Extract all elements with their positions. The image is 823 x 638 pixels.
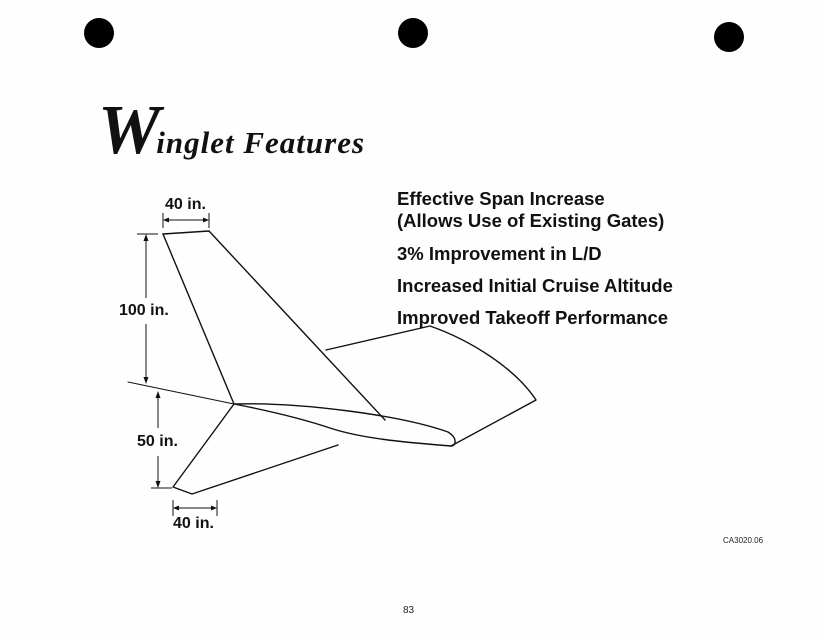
title-rest: inglet Features — [156, 125, 366, 160]
upper-tip-chord-label: 40 in. — [165, 196, 206, 213]
wing-outline — [326, 326, 536, 446]
lower-winglet-outline — [173, 404, 338, 494]
lower-tip-chord-label: 40 in. — [173, 515, 214, 532]
upper-winglet-outline — [163, 231, 385, 420]
feature-line-3: 3% Improvement in L/D — [397, 243, 602, 264]
feature-line-1: Effective Span Increase — [397, 188, 605, 209]
feature-line-2: (Allows Use of Existing Gates) — [397, 210, 665, 231]
lower-height-label: 50 in. — [137, 433, 178, 450]
feature-line-5: Improved Takeoff Performance — [397, 307, 669, 328]
upper-winglet-leading-edge — [163, 234, 234, 404]
upper-height-label: 100 in. — [119, 302, 169, 319]
airfoil-section — [234, 404, 455, 446]
title-initial: W — [98, 92, 151, 169]
document-code: CA3020.06 — [723, 536, 764, 545]
page-number: 83 — [403, 605, 415, 616]
reference-line — [128, 382, 234, 404]
feature-line-4: Increased Initial Cruise Altitude — [397, 275, 673, 296]
